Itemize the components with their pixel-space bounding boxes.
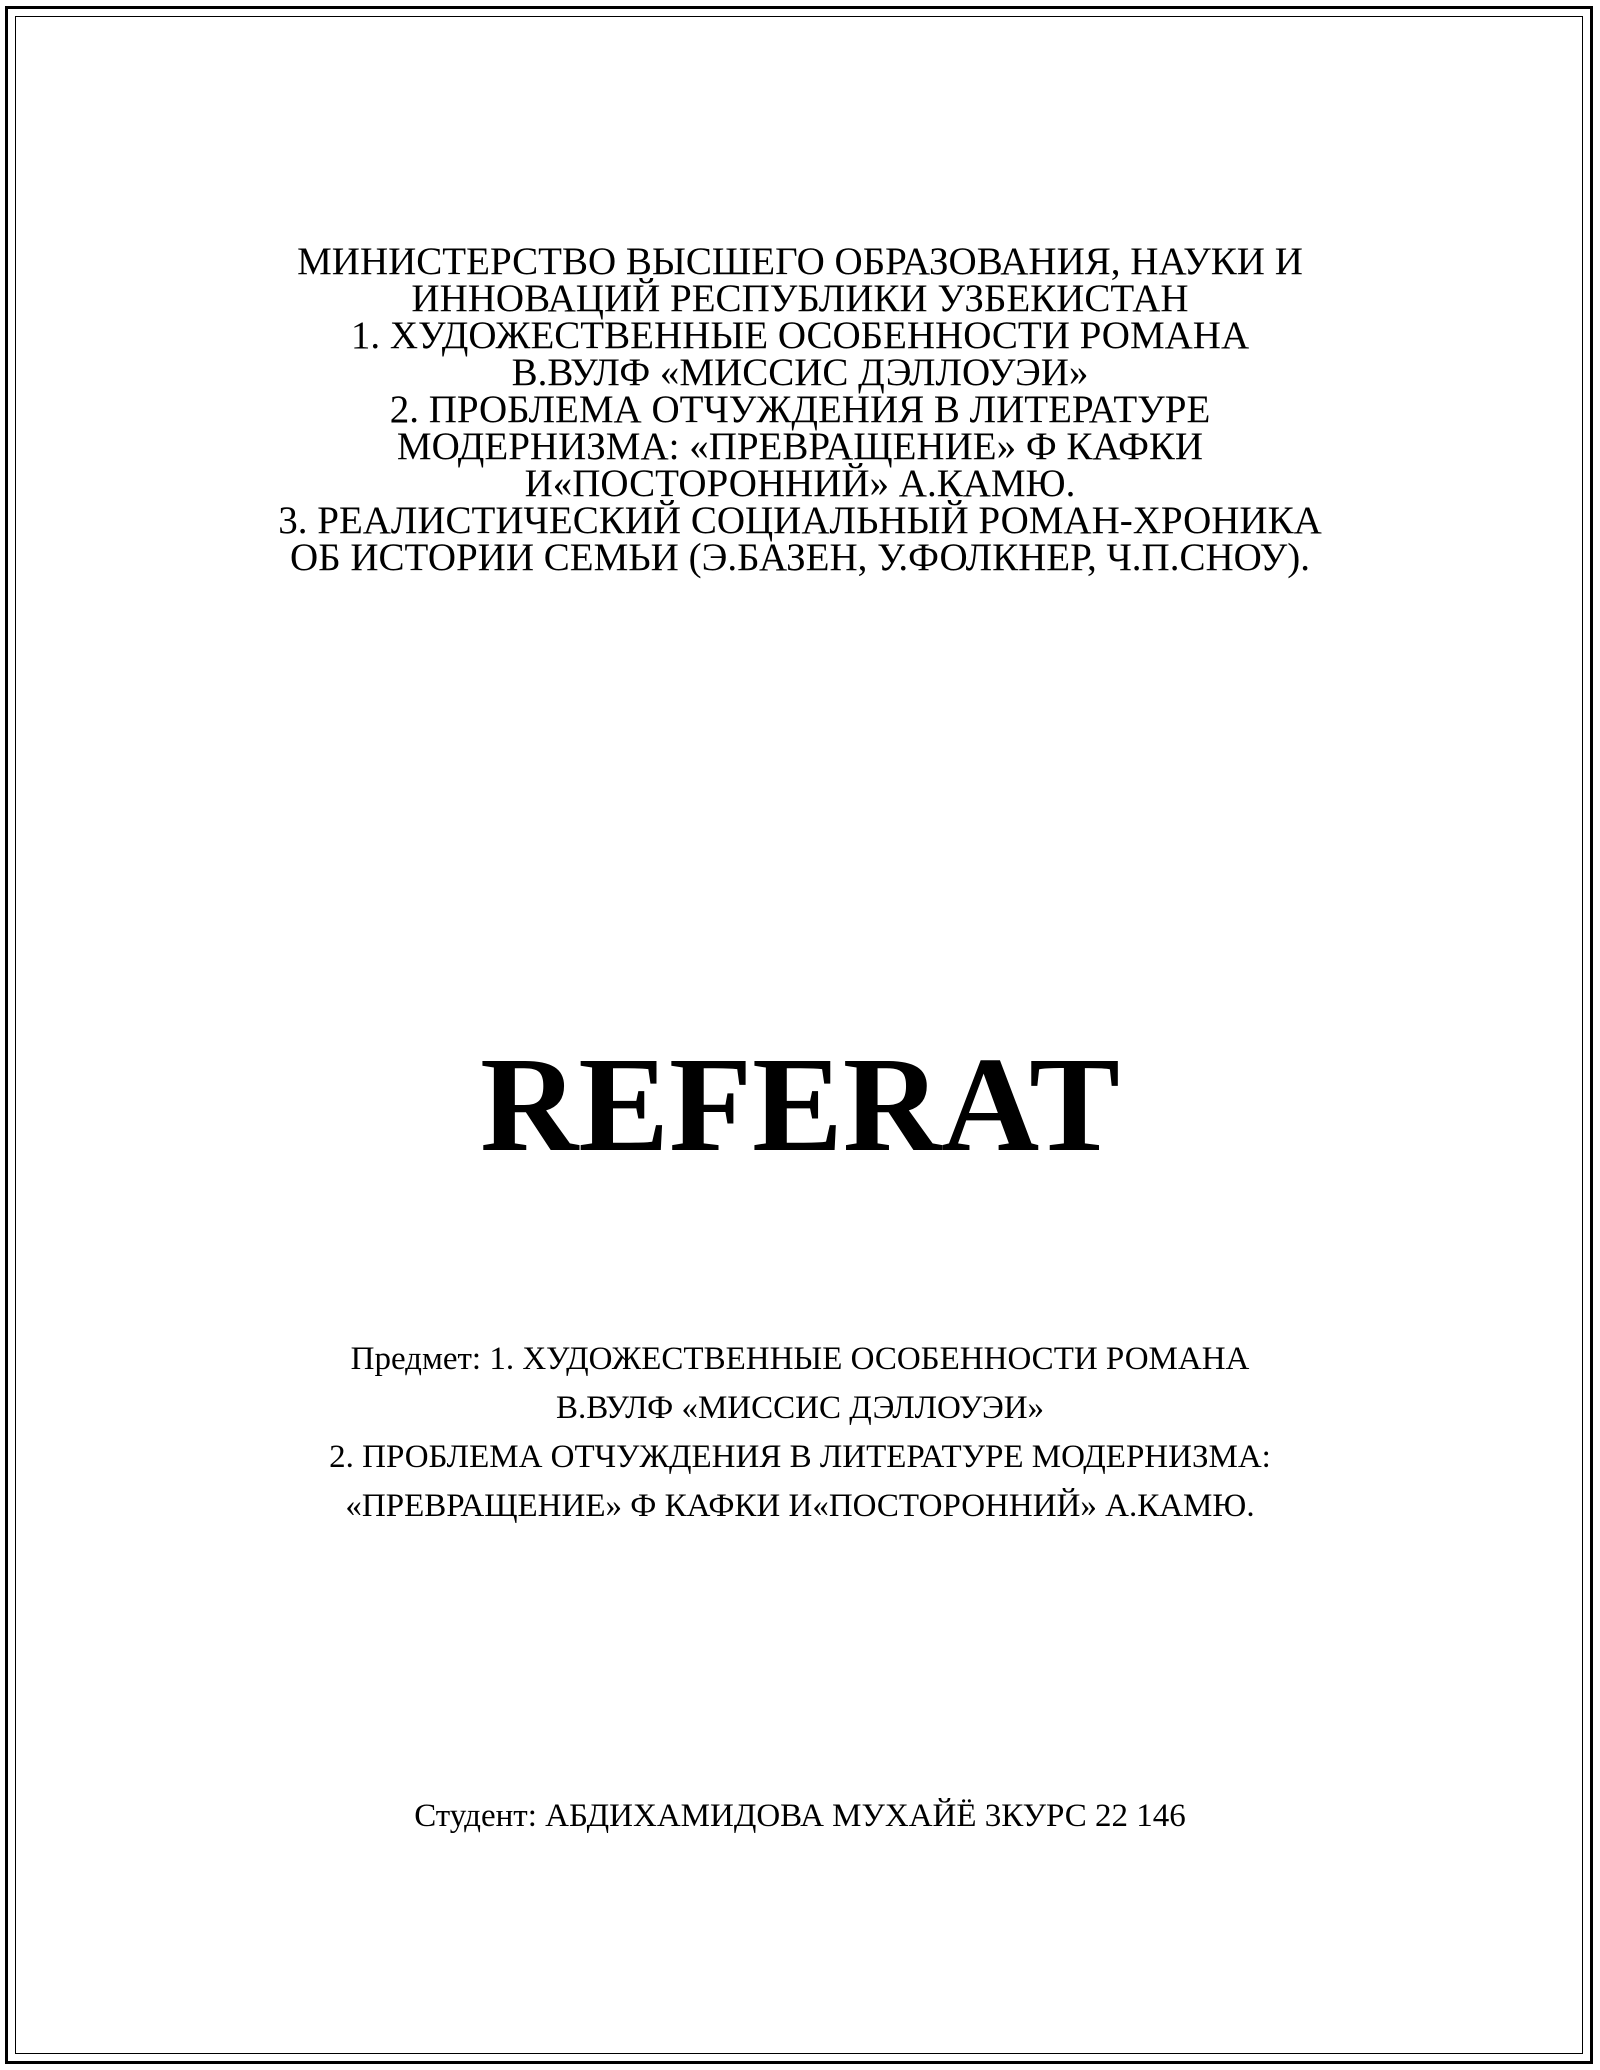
subject-block [0,1335,1600,1531]
header-line: 2. ПРОБЛЕМА ОТЧУЖДЕНИЯ В ЛИТЕРАТУРЕ [389,388,1211,431]
subject-line: 2. ПРОБЛЕМА ОТЧУЖДЕНИЯ В ЛИТЕРАТУРЕ МОДЕРНИЗМА: [329,1439,1271,1475]
header-line: 3. РЕАЛИСТИЧЕСКИЙ СОЦИАЛЬНЫЙ РОМАН-ХРОНИКА [278,499,1322,542]
header-line: ИННОВАЦИЙ РЕСПУБЛИКИ УЗБЕКИСТАН [411,277,1189,320]
subject-line: Предмет: 1. ХУДОЖЕСТВЕННЫЕ ОСОБЕННОСТИ РОМАНА [350,1341,1250,1377]
subject-line: «ПРЕВРАЩЕНИЕ» Ф КАФКИ И«ПОСТОРОННИЙ» А.КАМЮ. [345,1488,1255,1524]
document-title: REFERAT [480,1030,1120,1180]
header-line: И«ПОСТОРОННИЙ» А.КАМЮ. [524,462,1076,505]
student-line: Студент: АБДИХАМИДОВА МУХАЙЁ 3КУРС 22 146 [414,1798,1186,1834]
header-line: ОБ ИСТОРИИ СЕМЬИ (Э.БАЗЕН, У.ФОЛКНЕР, Ч.П.СНОУ). [290,536,1310,579]
header-line: 1. ХУДОЖЕСТВЕННЫЕ ОСОБЕННОСТИ РОМАНА [350,314,1250,357]
header-line: МОДЕРНИЗМА: «ПРЕВРАЩЕНИЕ» Ф КАФКИ [396,425,1204,468]
header-line: МИНИСТЕРСТВО ВЫСШЕГО ОБРАЗОВАНИЯ, НАУКИ И [297,240,1303,283]
header-line: В.ВУЛФ «МИССИС ДЭЛЛОУЭИ» [511,351,1089,394]
ministry-and-topics-header [0,240,1600,579]
subject-line: В.ВУЛФ «МИССИС ДЭЛЛОУЭИ» [555,1390,1045,1426]
